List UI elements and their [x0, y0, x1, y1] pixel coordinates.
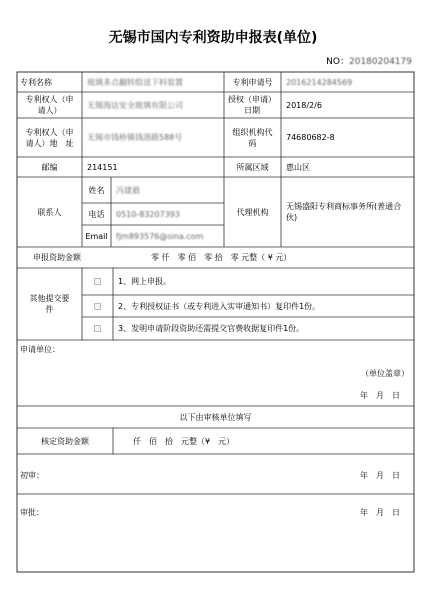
- patent-name-value: 玻璃多点翻转组送下料装置: [87, 77, 183, 87]
- other-documents-label: 其他提交要件: [29, 294, 70, 314]
- contact-name-label: 姓名: [88, 185, 105, 195]
- checkbox-icon: [94, 278, 101, 285]
- postcode-value: 214151: [87, 162, 118, 172]
- doc-checkbox-3[interactable]: [82, 317, 113, 340]
- application-number-value: 2016214284569: [286, 77, 353, 87]
- page-title: 无锡市国内专利资助申报表(单位): [108, 30, 318, 46]
- amount-value: 零 仟 零 佰 零 拾 零 元整（ ¥ 元）: [151, 253, 292, 262]
- applicant-date: 年 月 日: [360, 390, 400, 400]
- patent-name-label: 专利名称: [20, 77, 52, 87]
- agency-value: 无锡盛阳专利商标事务所(普通合伙): [286, 202, 402, 222]
- approved-amount-value: 仟 佰 拾 元整（¥ 元）: [133, 436, 235, 446]
- owner-address-value: 无锡市钱桥镇钱洛路588号: [87, 133, 183, 142]
- amount-label: 申报资助金额: [33, 253, 81, 262]
- contact-label: 联系人: [37, 207, 62, 217]
- review-header: 以下由审核单位填写: [179, 412, 252, 422]
- area-label: 所属区域: [236, 162, 269, 172]
- approval-label: 审批：: [20, 507, 44, 517]
- doc-checkbox-1[interactable]: [82, 268, 113, 295]
- doc-item-2: 2、专利授权证书（或专利进入实审通知书）复印件1份。: [118, 301, 321, 311]
- grant-date-value: 2018/2/6: [286, 100, 322, 110]
- agency-label: 代理机构: [236, 207, 269, 217]
- approval-date: 年 月 日: [360, 507, 400, 517]
- doc-item-3: 3、发明申请阶段资助还需提交官费收据复印件1份。: [118, 324, 305, 333]
- org-code-label: 组织机构代 码: [232, 127, 281, 148]
- checkbox-icon: [94, 303, 101, 310]
- doc-item-1: 1、网上申报。: [118, 277, 172, 286]
- application-number-label: 专利申请号: [232, 77, 273, 87]
- owner-address-label: 专利权人（申请人）地 址: [25, 127, 74, 148]
- checkbox-icon: [94, 325, 101, 332]
- contact-name-value: 冯建毅: [116, 185, 140, 195]
- patent-owner-value: 无锡海达安全玻璃有限公司: [87, 100, 183, 110]
- postcode-label: 邮编: [41, 162, 58, 172]
- document-number-label: NO：: [326, 57, 349, 67]
- contact-email-value: fjm893576@sina.com: [116, 231, 204, 241]
- contact-phone-value: 0510-83207393: [116, 209, 180, 219]
- seal-note: （单位盖章）: [361, 368, 409, 378]
- first-review-date: 年 月 日: [360, 470, 400, 480]
- contact-email-label: Email: [85, 231, 108, 241]
- area-value: 惠山区: [286, 162, 310, 172]
- patent-owner-label: 专利权人（申请人）: [25, 95, 74, 115]
- document-number-value: 20180204179: [349, 57, 412, 67]
- doc-checkbox-2[interactable]: [82, 295, 113, 317]
- first-review-label: 初审：: [20, 470, 44, 480]
- grant-date-label: 授权（申请）日期: [228, 95, 276, 115]
- approved-amount-label: 核定资助金额: [41, 436, 89, 446]
- applicant-unit-label: 申请单位：: [20, 344, 60, 354]
- org-code-value: 74680682-8: [286, 133, 335, 142]
- contact-phone-label: 电话: [88, 209, 105, 219]
